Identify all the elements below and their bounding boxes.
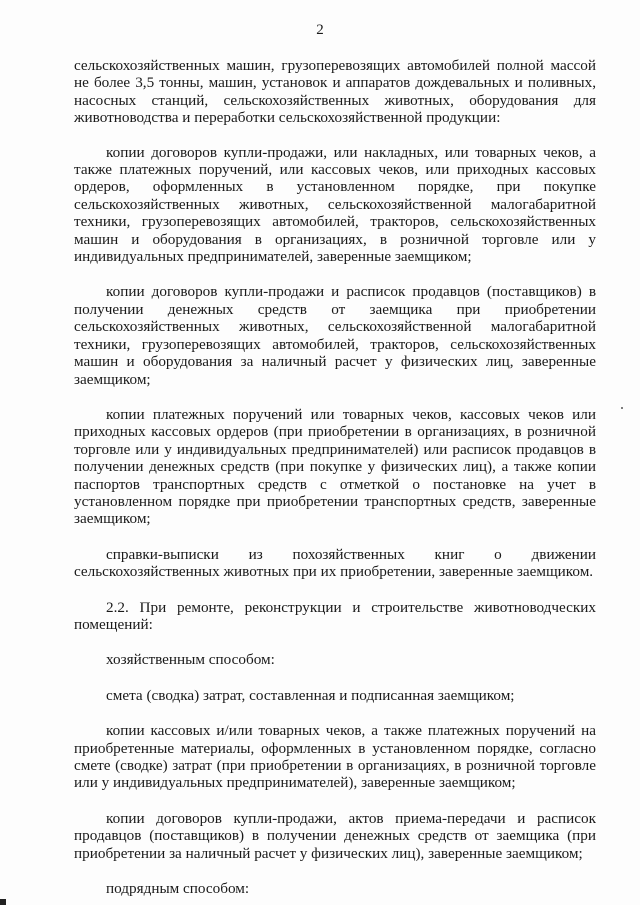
paragraph-contract-method: подрядным способом: xyxy=(106,880,250,898)
paragraph-economic-method: хозяйственным способом: xyxy=(106,651,275,669)
page-number: 2 xyxy=(316,22,324,38)
paragraph-section-2-2: 2.2. При ремонте, реконструкции и строительстве животноводческих помещений: xyxy=(74,598,596,633)
paragraph-continuation: сельскохозяйственных машин, грузоперевозящих автомобилей полной массой не более 3,5 тонны, машин, установок и аппаратов дождевальных и поливных, насосных станций, сельскохозяйственных животных, оборудования для животноводства и переработки сельскохозяйственной продукции: xyxy=(74,57,596,127)
paragraph-contracts-acts: копии договоров купли-продажи, актов приема-передачи и расписок продавцов (поставщиков) в получении денежных средств от заемщика (при приобретении за наличный расчет у физических лиц), заверенные заемщиком; xyxy=(74,809,596,862)
paragraph-receipts-materials: копии кассовых и/или товарных чеков, а также платежных поручений на приобретенные материалы, оформленных в установленном порядке, согласно смете (сводке) затрат (при приобретении в организациях, в розничной торговле или у индивидуальных предпринимателей), заверенные заемщиком; xyxy=(74,722,596,792)
paragraph-cost-estimate: смета (сводка) затрат, составленная и подписанная заемщиком; xyxy=(106,686,515,704)
paragraph-payment-orders: копии платежных поручений или товарных чеков, кассовых чеков или приходных кассовых ордеров (при приобретении в организациях, в розничной торговле или у индивидуальных предпринимателей) или расписок продавцов в получении денежных средств (при покупке у физических лиц), а также копии паспортов транспортных средств с отметкой о постановке на учет в установленном порядке при приобретении транспортных средств, заверенные заемщиком; xyxy=(74,405,596,528)
paragraph-contracts-receipts: копии договоров купли-продажи и расписок продавцов (поставщиков) в получении денежных средств от заемщика при приобретении сельскохозяйственных животных, сельскохозяйственной малогабаритной техники, грузоперевозящих автомобилей, тракторов, сельскохозяйственных машин и оборудования за наличный расчет у физических лиц, заверенные заемщиком; xyxy=(74,283,596,388)
scan-speck xyxy=(621,407,623,409)
paragraph-household-book-extracts: справки-выписки из похозяйственных книг о движении сельскохозяйственных животных при их приобретении, заверенные заемщиком. xyxy=(74,545,596,581)
document-body xyxy=(74,57,596,915)
scan-corner-mark xyxy=(0,899,6,905)
paragraph-purchase-documents: копии договоров купли-продажи, или накладных, или товарных чеков, а также платежных поручений, или кассовых чеков, или приходных кассовых ордеров, оформленных в установленном порядке, при покупке сельскохозяйственных животных, сельскохозяйственной малогабаритной техники, грузоперевозящих автомобилей, тракторов, сельскохозяйственных машин и оборудования в организациях, в розничной торговле или у индивидуальных предпринимателей, заверенные заемщиком; xyxy=(74,143,596,266)
